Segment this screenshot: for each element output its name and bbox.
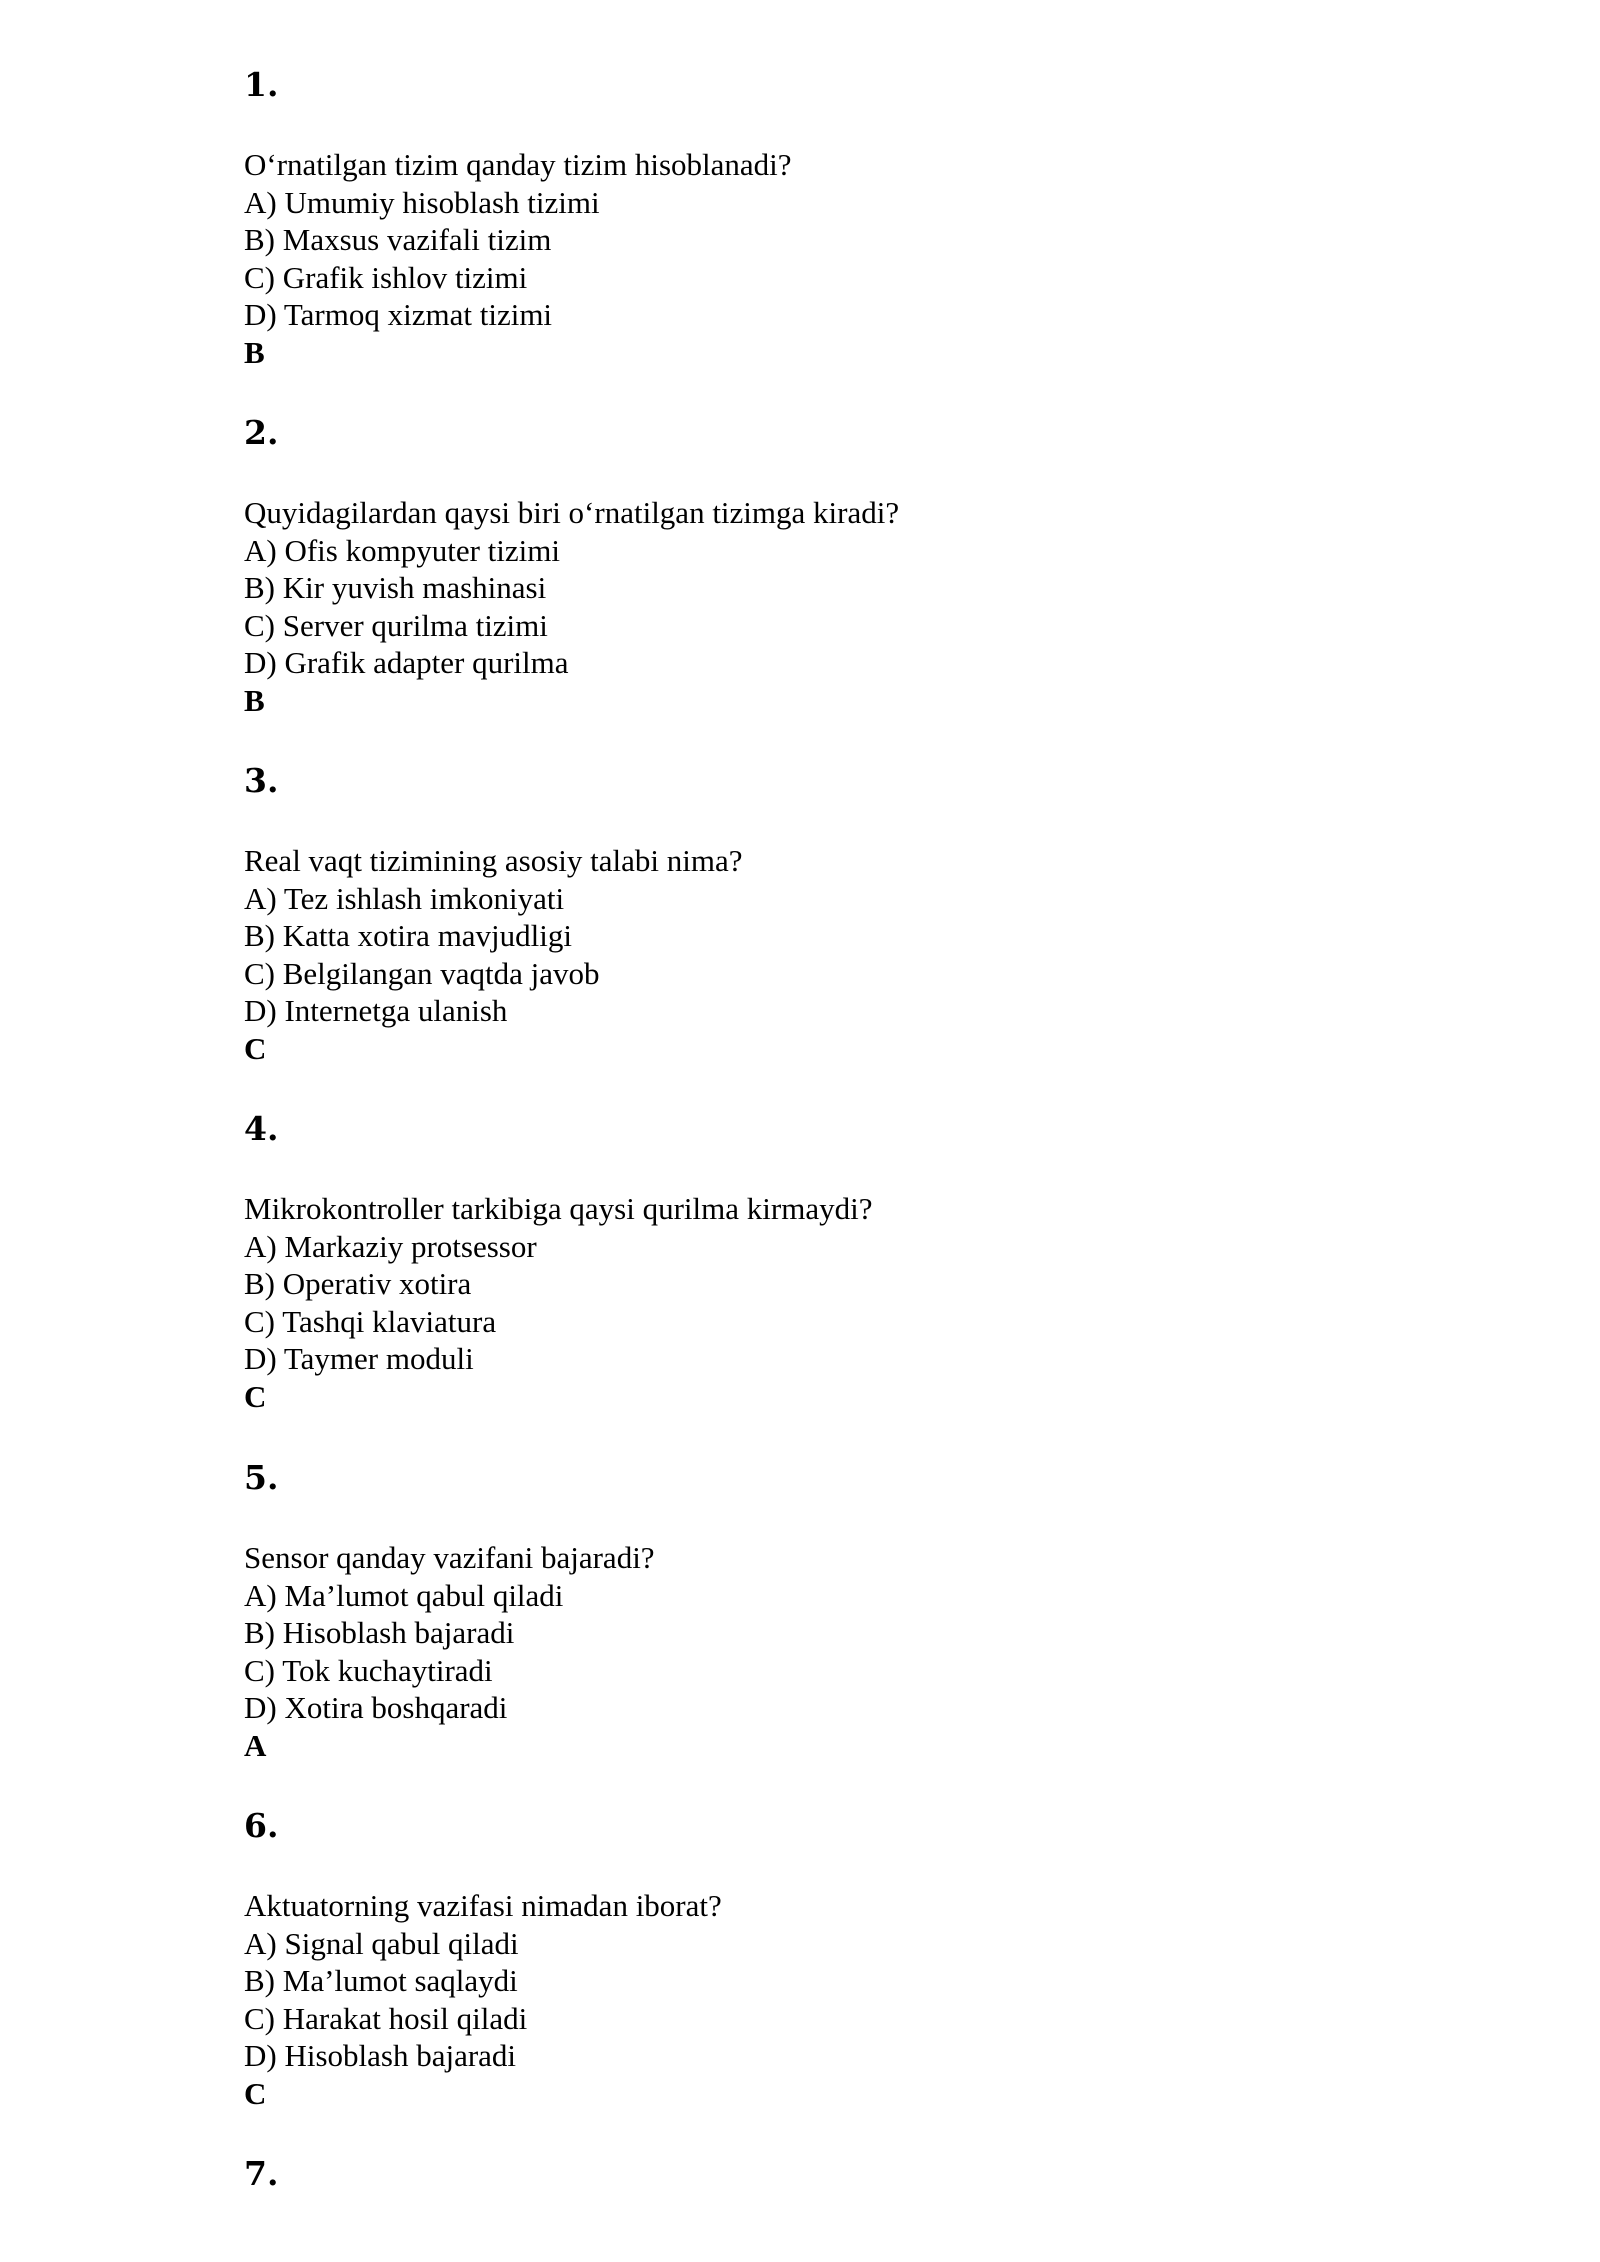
question-text: Mikrokontroller tarkibiga qaysi qurilma kirmaydi? xyxy=(244,1191,873,1226)
question-text: O‘rnatilgan tizim qanday tizim hisoblanadi? xyxy=(244,147,792,182)
option-b: B) Maxsus vazifali tizim xyxy=(244,222,552,258)
question-2 xyxy=(244,414,1444,720)
question-number: 5. xyxy=(244,1458,279,1497)
correct-answer: C xyxy=(244,1030,267,1066)
option-d: D) Xotira boshqaradi xyxy=(244,1690,508,1726)
question-number: 4. xyxy=(244,1109,279,1148)
option-d: D) Hisoblash bajaradi xyxy=(244,2038,517,2074)
question-number: 2. xyxy=(244,413,279,452)
option-b: B) Operativ xotira xyxy=(244,1266,472,1302)
question-1 xyxy=(244,66,1444,372)
option-c: C) Server qurilma tizimi xyxy=(244,607,548,643)
question-number: 7. xyxy=(244,2154,279,2193)
option-c: C) Tok kuchaytiradi xyxy=(244,1652,493,1688)
question-7 xyxy=(244,2155,1444,2193)
question-number: 6. xyxy=(244,1806,279,1845)
option-a: A) Markaziy protsessor xyxy=(244,1228,537,1264)
option-b: B) Ma’lumot saqlaydi xyxy=(244,1963,518,1999)
option-a: A) Tez ishlash imkoniyati xyxy=(244,880,565,916)
correct-answer: C xyxy=(244,1378,267,1414)
question-4 xyxy=(244,1110,1444,1416)
question-text: Sensor qanday vazifani bajaradi? xyxy=(244,1540,655,1575)
correct-answer: B xyxy=(244,682,265,718)
option-c: C) Belgilangan vaqtda javob xyxy=(244,955,600,991)
option-b: B) Hisoblash bajaradi xyxy=(244,1615,515,1651)
option-d: D) Grafik adapter qurilma xyxy=(244,645,569,681)
question-text: Real vaqt tizimining asosiy talabi nima? xyxy=(244,843,743,878)
option-b: B) Kir yuvish mashinasi xyxy=(244,570,547,606)
option-a: A) Umumiy hisoblash tizimi xyxy=(244,184,600,220)
question-6 xyxy=(244,1807,1444,2113)
option-b: B) Katta xotira mavjudligi xyxy=(244,918,573,954)
option-c: C) Harakat hosil qiladi xyxy=(244,2000,528,2036)
option-a: A) Ofis kompyuter tizimi xyxy=(244,532,560,568)
correct-answer: C xyxy=(244,2075,267,2111)
option-d: D) Internetga ulanish xyxy=(244,993,508,1029)
question-3 xyxy=(244,762,1444,1068)
option-d: D) Taymer moduli xyxy=(244,1341,474,1377)
option-a: A) Signal qabul qiladi xyxy=(244,1925,519,1961)
option-c: C) Tashqi klaviatura xyxy=(244,1303,497,1339)
correct-answer: A xyxy=(244,1727,267,1763)
option-c: C) Grafik ishlov tizimi xyxy=(244,259,528,295)
question-number: 3. xyxy=(244,761,279,800)
question-text: Quyidagilardan qaysi biri o‘rnatilgan tizimga kiradi? xyxy=(244,495,900,530)
correct-answer: B xyxy=(244,334,265,370)
option-a: A) Ma’lumot qabul qiladi xyxy=(244,1577,564,1613)
option-d: D) Tarmoq xizmat tizimi xyxy=(244,297,553,333)
question-number: 1. xyxy=(244,65,279,104)
question-5 xyxy=(244,1459,1444,1765)
question-text: Aktuatorning vazifasi nimadan iborat? xyxy=(244,1888,722,1923)
